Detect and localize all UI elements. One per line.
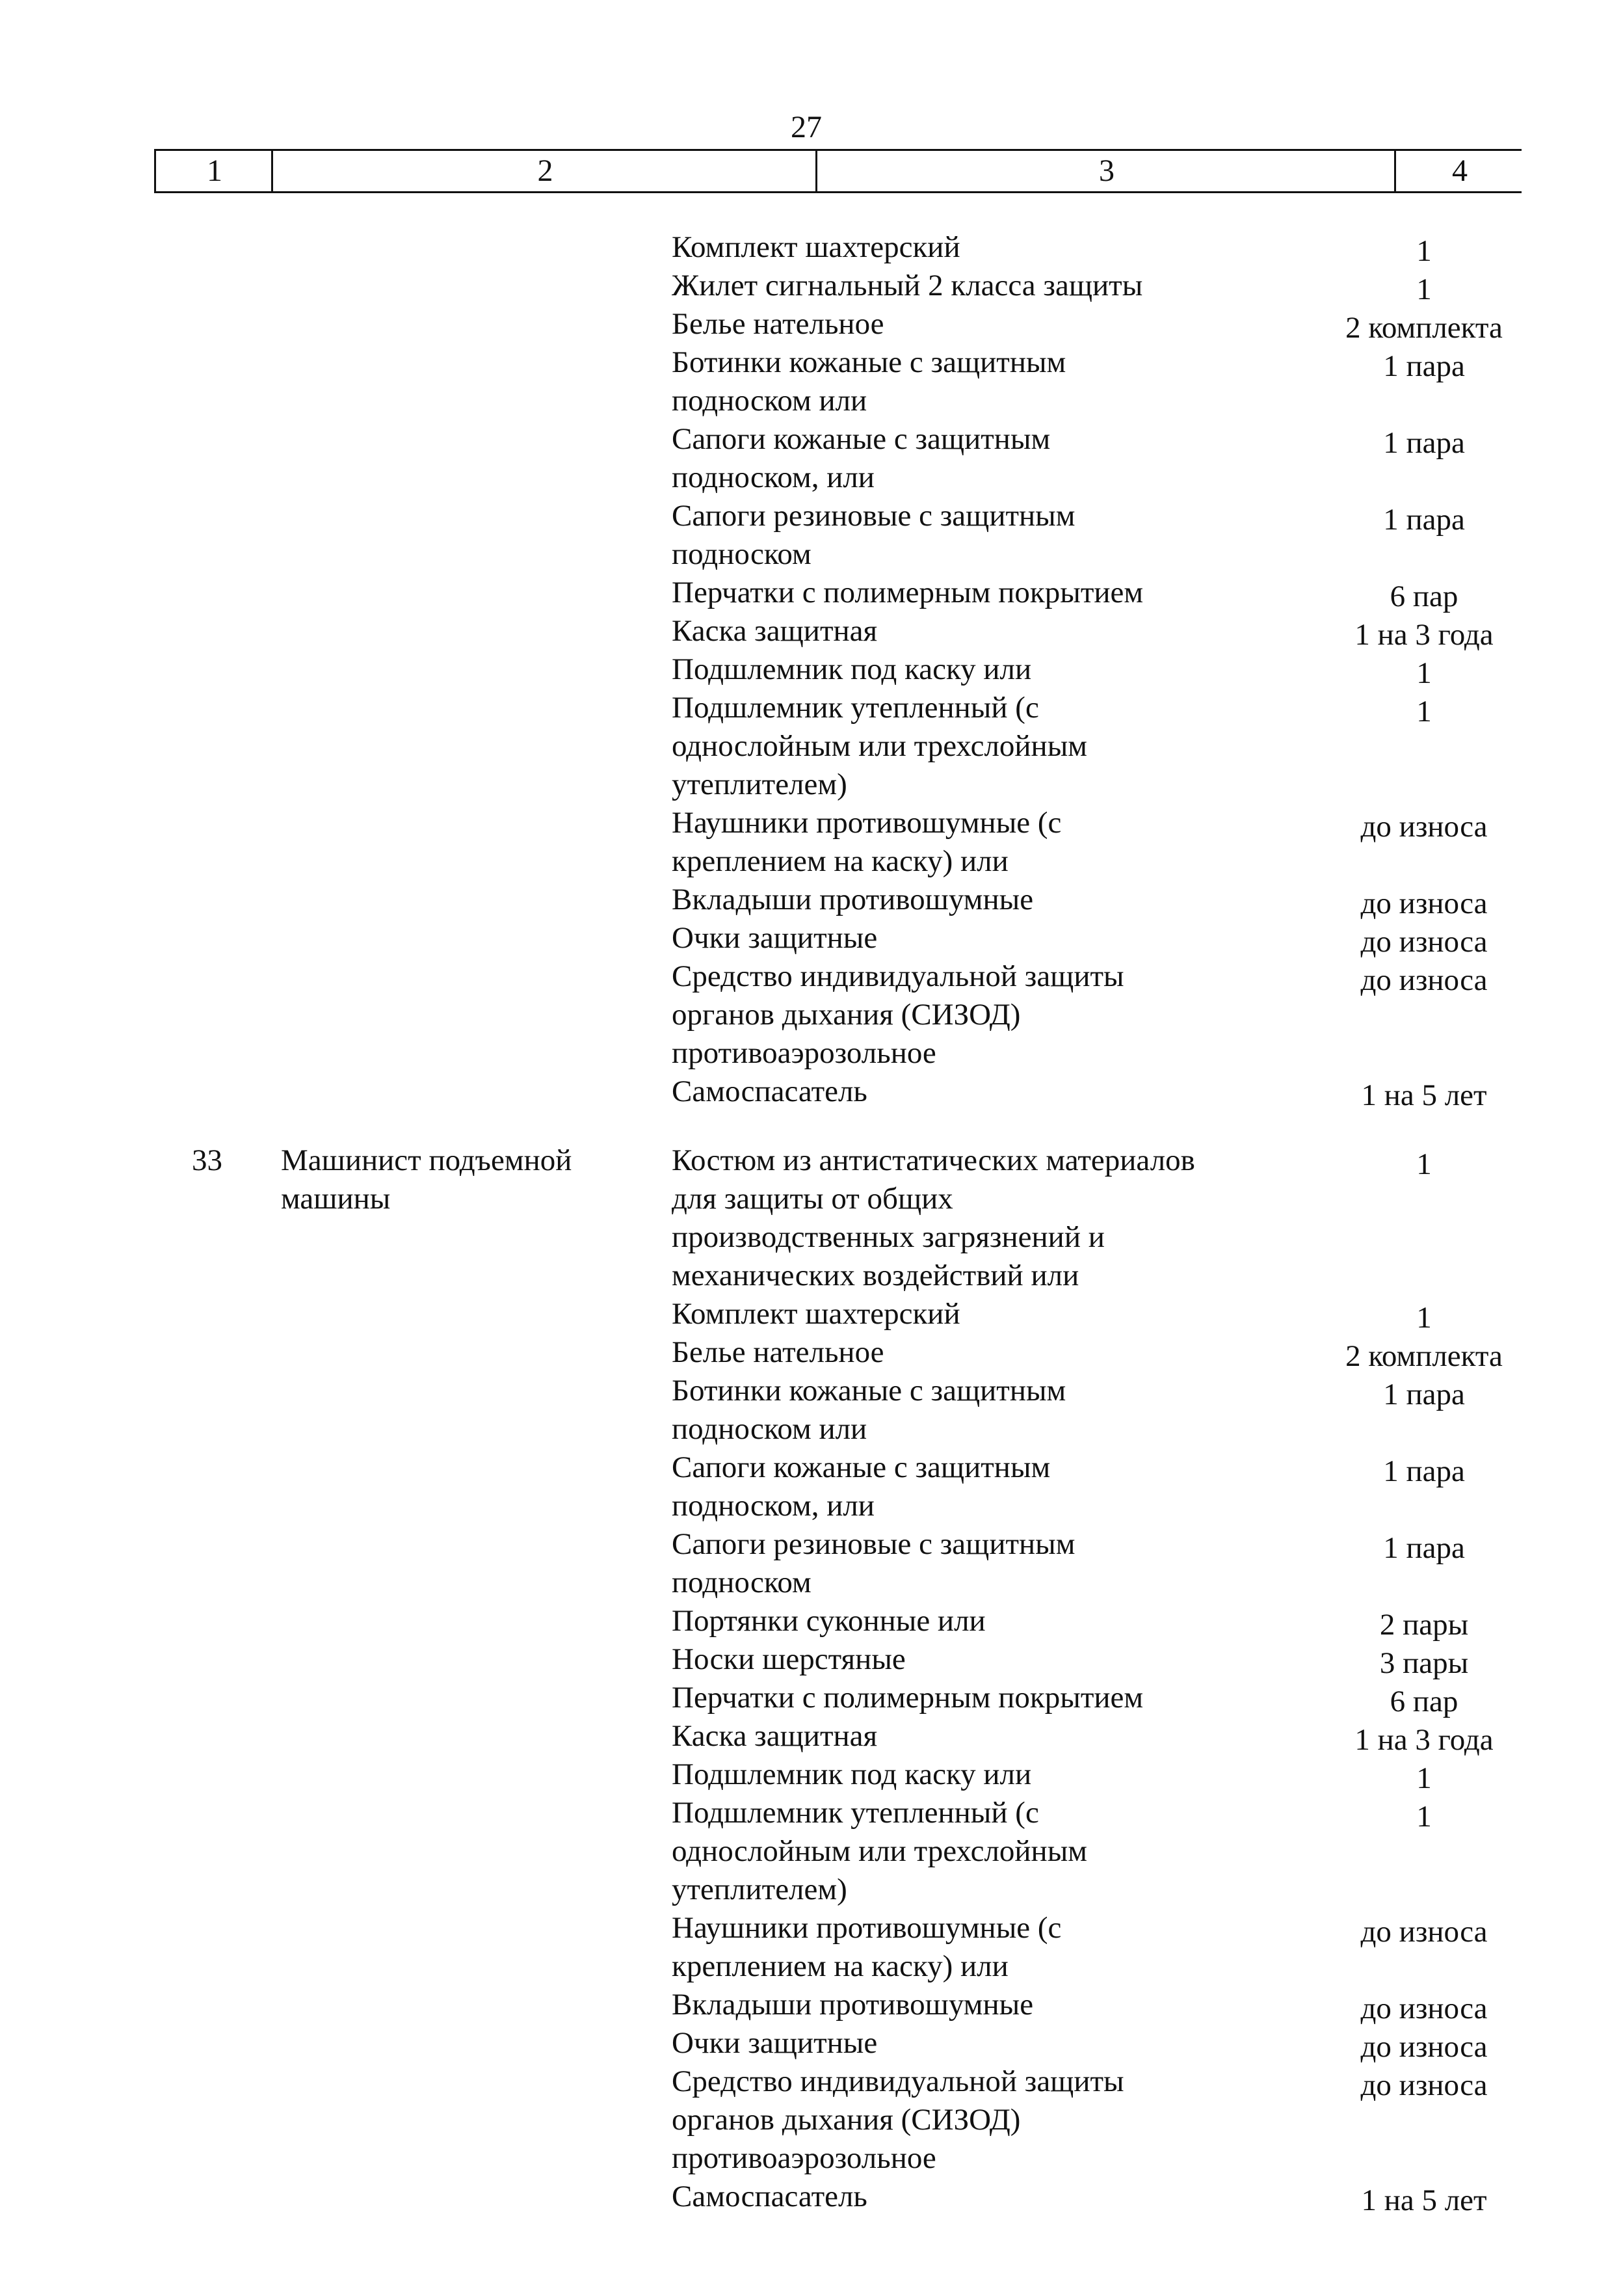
item-quantity: 6 пар	[1390, 1685, 1458, 1718]
header-col-3: 3	[815, 151, 1396, 191]
item-name: Наушники противошумные (с креплением на каску) или	[672, 1911, 1062, 1983]
item-name: Сапоги кожаные с защитным подноском, или	[672, 1450, 1051, 1523]
item-quantity: 2 комплекта	[1345, 1339, 1503, 1373]
item-quantity: 1	[1416, 273, 1432, 306]
item-name: Перчатки с полимерным покрытием	[672, 1681, 1144, 1715]
item-name: Подшлемник под каску или	[672, 652, 1032, 686]
item-name: Подшлемник утепленный (с однослойным или трехслойным утеплителем)	[672, 1796, 1088, 1906]
item-name: Очки защитные	[672, 2026, 878, 2060]
item-quantity: 2 пары	[1379, 1608, 1469, 1642]
item-name: Самоспасатель	[672, 1075, 867, 1108]
item-name: Ботинки кожаные с защитным подноском или	[672, 1374, 1066, 1446]
item-quantity: 6 пар	[1390, 580, 1458, 613]
item-name: Комплект шахтерский	[672, 1297, 960, 1331]
item-quantity: до износа	[1360, 925, 1488, 959]
item-quantity: 1 пара	[1383, 349, 1465, 383]
item-name: Каска защитная	[672, 614, 878, 648]
item-name: Комплект шахтерский	[672, 230, 960, 264]
item-quantity: до износа	[1360, 2068, 1488, 2102]
item-name: Каска защитная	[672, 1719, 878, 1753]
item-name: Сапоги кожаные с защитным подноском, или	[672, 422, 1051, 494]
item-name: Перчатки с полимерным покрытием	[672, 576, 1144, 609]
item-quantity: до износа	[1360, 2030, 1488, 2064]
item-name: Подшлемник утепленный (с однослойным или трехслойным утеплителем)	[672, 691, 1088, 801]
item-name: Носки шерстяные	[672, 1642, 906, 1676]
item-quantity: до износа	[1360, 1992, 1488, 2025]
item-quantity: 1	[1416, 1761, 1432, 1795]
item-quantity: до износа	[1360, 1915, 1488, 1949]
item-quantity: до износа	[1360, 810, 1488, 844]
item-name: Вкладыши противошумные	[672, 1988, 1034, 2022]
header-col-2: 2	[271, 151, 817, 191]
item-quantity: 1 пара	[1383, 1378, 1465, 1411]
item-quantity: 1 пара	[1383, 1531, 1465, 1565]
item-quantity: 1	[1416, 1301, 1432, 1335]
item-name: Сапоги резиновые с защитным подноском	[672, 1527, 1075, 1599]
item-name: Очки защитные	[672, 921, 878, 955]
item-name: Костюм из антистатических материалов для защиты от общих производственных загрязнений и механических воздействий или	[672, 1143, 1195, 1292]
item-quantity: 1 на 5 лет	[1361, 1078, 1487, 1112]
item-quantity: 1 на 3 года	[1354, 1723, 1494, 1757]
item-name: Жилет сигнальный 2 класса защиты	[672, 269, 1143, 302]
item-quantity: 1	[1416, 695, 1432, 728]
item-name: Сапоги резиновые с защитным подноском	[672, 499, 1075, 571]
item-name: Наушники противошумные (с креплением на каску) или	[672, 806, 1062, 878]
item-quantity: 1 пара	[1383, 1454, 1465, 1488]
item-name: Подшлемник под каску или	[672, 1757, 1032, 1791]
item-name: Средство индивидуальной защиты органов дыхания (СИЗОД) противоаэрозольное	[672, 959, 1124, 1070]
item-name: Средство индивидуальной защиты органов дыхания (СИЗОД) противоаэрозольное	[672, 2064, 1124, 2175]
item-quantity: 1 на 5 лет	[1361, 2183, 1487, 2217]
item-quantity: 1 пара	[1383, 426, 1465, 460]
item-name: Портянки суконные или	[672, 1604, 986, 1638]
item-name: Вкладыши противошумные	[672, 883, 1034, 916]
item-quantity: 1 пара	[1383, 503, 1465, 537]
profession-name: Машинист подъемной машины	[281, 1143, 572, 1216]
item-quantity: 1	[1416, 234, 1432, 268]
item-quantity: 1 на 3 года	[1354, 618, 1494, 652]
item-name: Самоспасатель	[672, 2180, 867, 2213]
item-quantity: 2 комплекта	[1345, 311, 1503, 345]
header-col-4: 4	[1394, 151, 1524, 191]
page-number: 27	[791, 110, 822, 144]
item-quantity: 3 пары	[1379, 1646, 1469, 1680]
item-quantity: до износа	[1360, 963, 1488, 997]
item-name: Ботинки кожаные с защитным подноском или	[672, 345, 1066, 418]
item-quantity: 1	[1416, 1147, 1432, 1181]
entry-number: 33	[192, 1143, 222, 1177]
item-name: Белье нательное	[672, 1335, 884, 1369]
item-quantity: 1	[1416, 1800, 1432, 1834]
item-quantity: до износа	[1360, 887, 1488, 920]
item-name: Белье нательное	[672, 307, 884, 341]
header-col-1: 1	[154, 151, 273, 191]
item-quantity: 1	[1416, 656, 1432, 690]
